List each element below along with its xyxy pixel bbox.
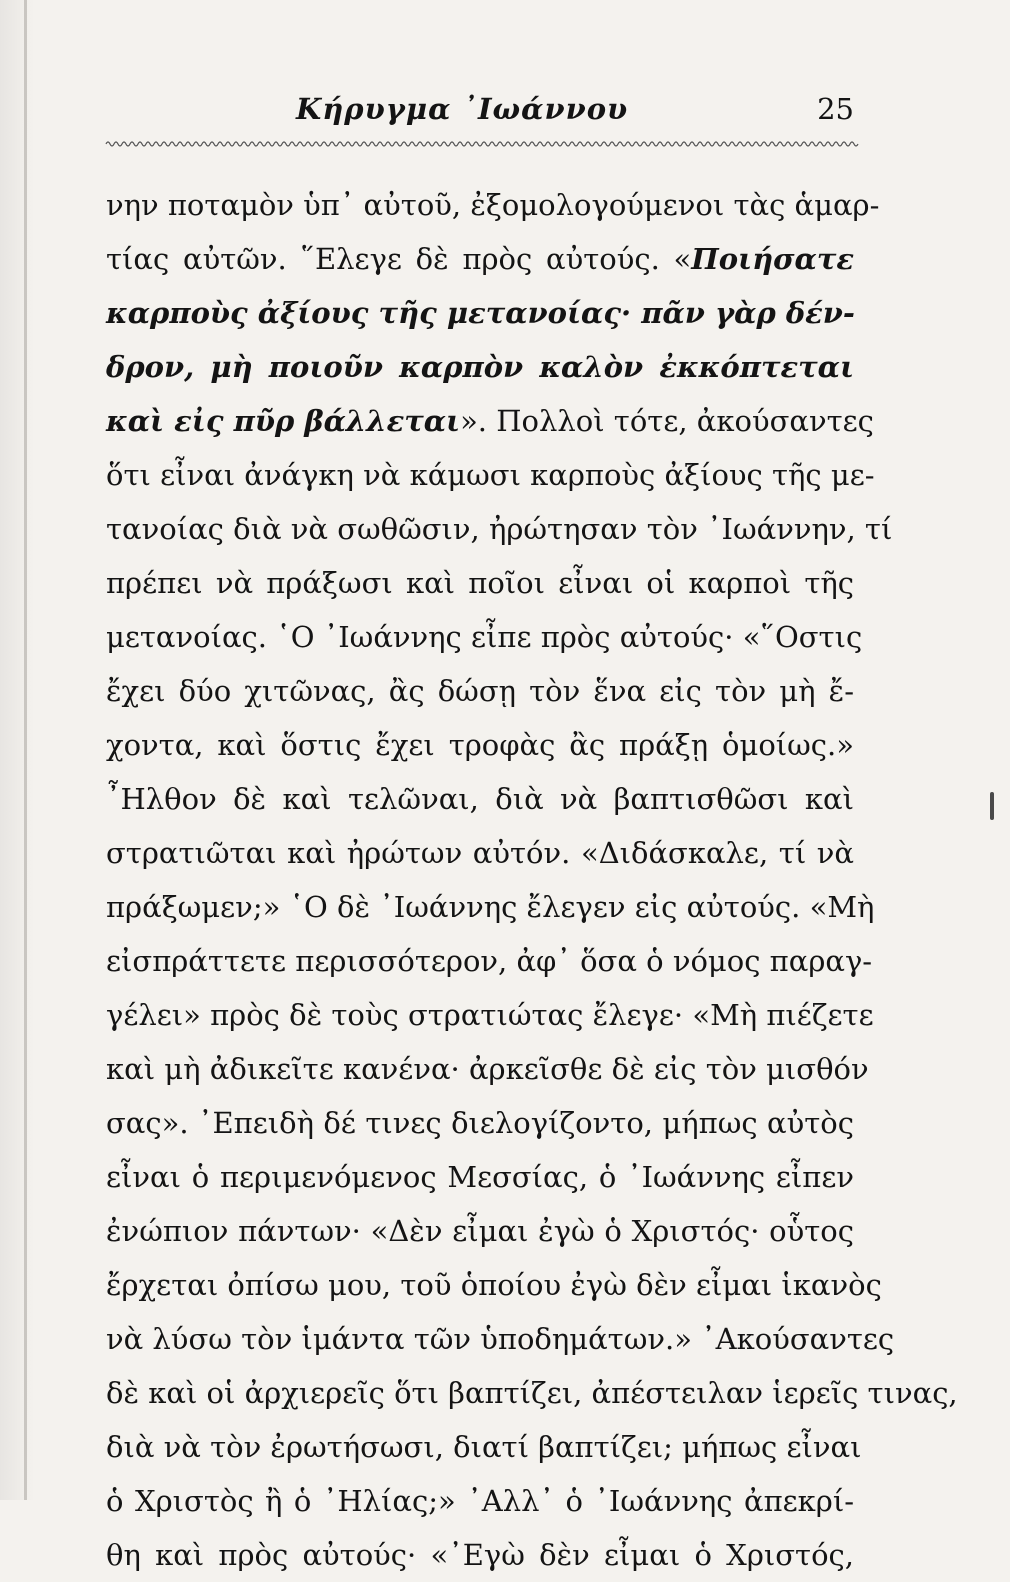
- line-text: τίας αὐτῶν. ῞Ελεγε δὲ πρὸς αὐτούς. «: [106, 242, 692, 276]
- binding-edge-line: [24, 0, 27, 1500]
- line-text: εἰσπράττετε περισσότερον, ἀφ᾿ ὅσα ὁ νόμος παραγ-: [106, 944, 873, 978]
- text-line: [106, 1258, 882, 1312]
- line-text: ἐνώπιον πάντων· «Δὲν εἶμαι ἐγὼ ὁ Χριστός· οὗτος: [106, 1214, 854, 1248]
- line-text: καὶ μὴ ἀδικεῖτε κανένα· ἀρκεῖσθε δὲ εἰς τὸν μισθόν: [106, 1052, 869, 1086]
- line-text: γέλει» πρὸς δὲ τοὺς στρατιώτας ἔλεγε· «Μὴ πιέζετε: [106, 998, 874, 1032]
- margin-pencil-mark: [990, 792, 994, 820]
- line-text: πράξωμεν;» ῾Ο δὲ ᾿Ιωάννης ἔλεγεν εἰς αὐτούς. «Μὴ: [106, 890, 875, 924]
- line-text: θη καὶ πρὸς αὐτούς· «᾿Εγὼ δὲν εἶμαι ὁ Χριστός,: [106, 1538, 854, 1572]
- line-text: ῏Ηλθον δὲ καὶ τελῶναι, διὰ νὰ βαπτισθῶσι καὶ: [106, 782, 854, 816]
- line-text: δὲ καὶ οἱ ἀρχιερεῖς ὅτι βαπτίζει, ἀπέστειλαν ἱερεῖς τινας,: [106, 1376, 958, 1410]
- text-line: [106, 394, 874, 448]
- text-line: [106, 502, 893, 556]
- text-line: [106, 340, 854, 394]
- emphasized-quote-text: καρποὺς ἀξίους τῆς μετανοίας· πᾶν γὰρ δέν-: [106, 296, 855, 330]
- text-line: [106, 610, 863, 664]
- text-line: [106, 1042, 869, 1096]
- text-line: [106, 1474, 854, 1528]
- page-number: 25: [817, 92, 854, 126]
- emphasized-quote-text: Ποιήσατε: [691, 242, 854, 276]
- text-line: [106, 1366, 958, 1420]
- text-line: [106, 232, 854, 286]
- text-line: [106, 664, 854, 718]
- running-title: Κήρυγμα ᾿Ιωάννου: [296, 92, 629, 126]
- page-header: [106, 92, 854, 136]
- line-text: πρέπει νὰ πράξωσι καὶ ποῖοι εἶναι οἱ καρποὶ τῆς: [106, 566, 854, 600]
- text-line: [106, 988, 874, 1042]
- line-text: τανοίας διὰ νὰ σωθῶσιν, ἠρώτησαν τὸν ᾿Ιωάννην, τί: [106, 512, 893, 546]
- text-line: [106, 718, 854, 772]
- emphasized-quote-text: καὶ εἰς πῦρ βάλλεται: [106, 404, 461, 438]
- text-line: [106, 1312, 895, 1366]
- line-text: στρατιῶται καὶ ἠρώτων αὐτόν. «Διδάσκαλε, τί νὰ: [106, 836, 854, 870]
- line-text: εἶναι ὁ περιμενόμενος Μεσσίας, ὁ ᾿Ιωάννης εἶπεν: [106, 1160, 854, 1194]
- line-text: ὁ Χριστὸς ἢ ὁ ᾿Ηλίας;» ᾿Αλλ᾿ ὁ ᾿Ιωάννης ἀπεκρί-: [106, 1484, 854, 1518]
- text-line: [106, 934, 873, 988]
- text-line: [106, 1150, 854, 1204]
- text-line: [106, 772, 854, 826]
- header-wavy-rule: [106, 138, 854, 150]
- line-text: ». Πολλοὶ τότε, ἀκούσαντες: [460, 404, 874, 438]
- line-text: νην ποταμὸν ὑπ᾿ αὐτοῦ, ἐξομολογούμενοι τὰς ἁμαρ-: [106, 188, 880, 222]
- text-line: [106, 1096, 854, 1150]
- line-text: ἔρχεται ὀπίσω μου, τοῦ ὁποίου ἐγὼ δὲν εἶμαι ἱκανὸς: [106, 1268, 882, 1302]
- line-text: μετανοίας. ῾Ο ᾿Ιωάννης εἶπε πρὸς αὐτούς· «῞Οστις: [106, 620, 863, 654]
- line-text: διὰ νὰ τὸν ἐρωτήσωσι, διατί βαπτίζει; μήπως εἶναι: [106, 1430, 862, 1464]
- text-line: [106, 1528, 854, 1582]
- text-line: [106, 556, 854, 610]
- body-text: [106, 178, 958, 1582]
- line-text: σας». ᾿Επειδὴ δέ τινες διελογίζοντο, μήπως αὐτὸς: [106, 1106, 854, 1140]
- line-text: ὅτι εἶναι ἀνάγκη νὰ κάμωσι καρποὺς ἀξίους τῆς με-: [106, 458, 875, 492]
- text-line: [106, 1204, 854, 1258]
- line-text: νὰ λύσω τὸν ἱμάντα τῶν ὑποδημάτων.» ᾿Ακούσαντες: [106, 1322, 895, 1356]
- line-text: χοντα, καὶ ὅστις ἔχει τροφὰς ἂς πράξῃ ὁμοίως.»: [106, 728, 854, 762]
- text-line: [106, 286, 854, 340]
- page-left-margin-shadow: [0, 0, 34, 1500]
- text-line: [106, 178, 880, 232]
- emphasized-quote-text: δρον, μὴ ποιοῦν καρπὸν καλὸν ἐκκόπτεται: [106, 350, 854, 384]
- text-line: [106, 826, 854, 880]
- text-line: [106, 1420, 862, 1474]
- text-line: [106, 448, 875, 502]
- line-text: ἔχει δύο χιτῶνας, ἂς δώσῃ τὸν ἕνα εἰς τὸν μὴ ἔ-: [106, 674, 854, 708]
- text-line: [106, 880, 875, 934]
